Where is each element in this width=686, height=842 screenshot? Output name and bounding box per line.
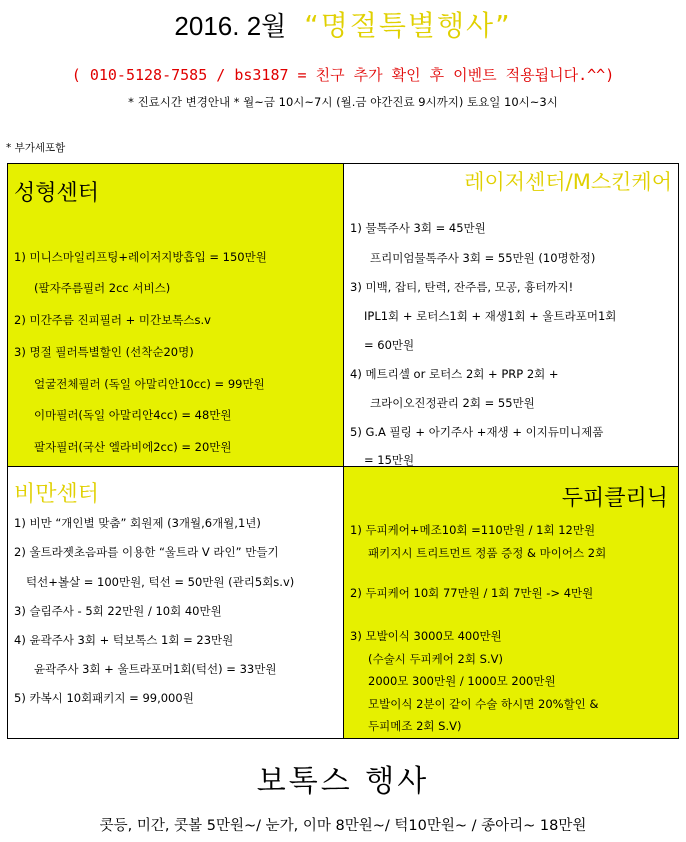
clinic-hours: * 진료시간 변경안내 * 월~금 10시~7시 (월.금 야간진료 9시까지) 토요일 10시~3시 xyxy=(128,95,558,109)
obesity-line-6: 윤곽주사 3회 + 울트라포머1회(턱선) = 33만원 xyxy=(34,662,277,676)
scalp-line-1: 1) 두피케어+메조10회 =110만원 / 1회 12만원 xyxy=(350,523,596,537)
scalp-line-2: 패키지시 트리트먼트 정품 증정 & 마이어스 2회 xyxy=(368,546,607,560)
plastic-line-2: (팔자주름필러 2cc 서비스) xyxy=(34,281,171,295)
scalp-clinic-title: 두피클리닉 xyxy=(561,486,668,511)
laser-line-2: 프리미엄물톡주사 3회 = 55만원 (10명한정) xyxy=(370,251,596,265)
page-header xyxy=(0,4,686,44)
obesity-line-4: 3) 슬림주사 - 5회 22만원 / 10회 40만원 xyxy=(14,604,222,618)
laser-line-1: 1) 물톡주사 3회 = 45만원 xyxy=(350,221,486,235)
obesity-line-2: 2) 울트라젯초음파를 이용한 “울트라 V 라인” 만들기 xyxy=(14,545,279,559)
scalp-line-5: (수술시 두피케어 2회 S.V) xyxy=(368,652,503,666)
scalp-clinic-panel xyxy=(344,467,678,738)
laser-line-3: 3) 미백, 잡티, 탄력, 잔주름, 모공, 흉터까지! xyxy=(350,280,574,294)
laser-line-8: 5) G.A 필링 + 아기주사 +재생 + 이지듀미니제품 xyxy=(350,425,604,439)
plastic-line-5: 얼굴전체필러 (독일 아말리안10cc) = 99만원 xyxy=(34,377,265,391)
plastic-surgery-panel xyxy=(8,164,344,467)
plastic-line-3: 2) 미간주름 진피필러 + 미간보톡스s.v xyxy=(14,313,211,327)
obesity-line-1: 1) 비만 “개인별 맞춤” 회원제 (3개월,6개월,1년) xyxy=(14,516,261,530)
laser-line-7: 크라이오진정관리 2회 = 55만원 xyxy=(370,396,535,410)
scalp-line-8: 두피메조 2회 S.V) xyxy=(368,719,462,733)
laser-center-title: 레이저센터/M스킨케어 xyxy=(464,170,672,194)
scalp-line-4: 3) 모발이식 3000모 400만원 xyxy=(350,629,502,643)
obesity-line-7: 5) 카복시 10회패키지 = 99,000원 xyxy=(14,691,194,705)
plastic-line-1: 1) 미니스마일리프팅+레이저지방흡입 = 150만원 xyxy=(14,250,267,264)
scalp-line-3: 2) 두피케어 10회 77만원 / 1회 7만원 -> 4만원 xyxy=(350,586,594,600)
plastic-line-6: 이마필러(독일 아말리안4cc) = 48만원 xyxy=(34,408,232,422)
obesity-line-5: 4) 윤곽주사 3회 + 턱보톡스 1회 = 23만원 xyxy=(14,633,234,647)
obesity-center-panel xyxy=(8,467,344,738)
laser-line-5: = 60만원 xyxy=(364,338,415,352)
plastic-surgery-title: 성형센터 xyxy=(14,181,100,206)
scalp-line-7: 모발이식 2분이 같이 수술 하시면 20%할인 & xyxy=(368,697,599,711)
botox-price-list: 콧등, 미간, 콧볼 5만원~/ 눈가, 이마 8만원~/ 턱10만원~ / 종아리~ 18만원 xyxy=(99,818,587,834)
laser-line-4: IPL1회 + 로터스1회 + 재생1회 + 울트라포머1회 xyxy=(364,309,617,323)
event-title: “명절특별행사” xyxy=(304,9,512,42)
plastic-line-7: 팔자필러(국산 엘라비에2cc) = 20만원 xyxy=(34,440,232,454)
laser-line-9: = 15만원 xyxy=(364,453,415,467)
obesity-line-3: 턱선+볼살 = 100만원, 턱선 = 50만원 (관리5회s.v) xyxy=(26,575,295,589)
laser-line-6: 4) 메트리셀 or 로터스 2회 + PRP 2회 + xyxy=(350,367,559,381)
contact-info: ( 010-5128-7585 / bs3187 = 친구 추가 확인 후 이벤트 적용됩니다.^^) xyxy=(71,66,615,84)
obesity-center-title: 비만센터 xyxy=(14,482,100,507)
event-date: 2016. 2월 xyxy=(174,11,287,41)
scalp-line-6: 2000모 300만원 / 1000모 200만원 xyxy=(368,674,556,688)
vat-note: * 부가세포함 xyxy=(6,142,66,154)
plastic-line-4: 3) 명절 필러특별할인 (선착순20명) xyxy=(14,345,194,359)
botox-event-title: 보톡스 행사 xyxy=(256,764,430,799)
promotion-grid xyxy=(7,163,679,739)
laser-center-panel xyxy=(344,164,678,467)
